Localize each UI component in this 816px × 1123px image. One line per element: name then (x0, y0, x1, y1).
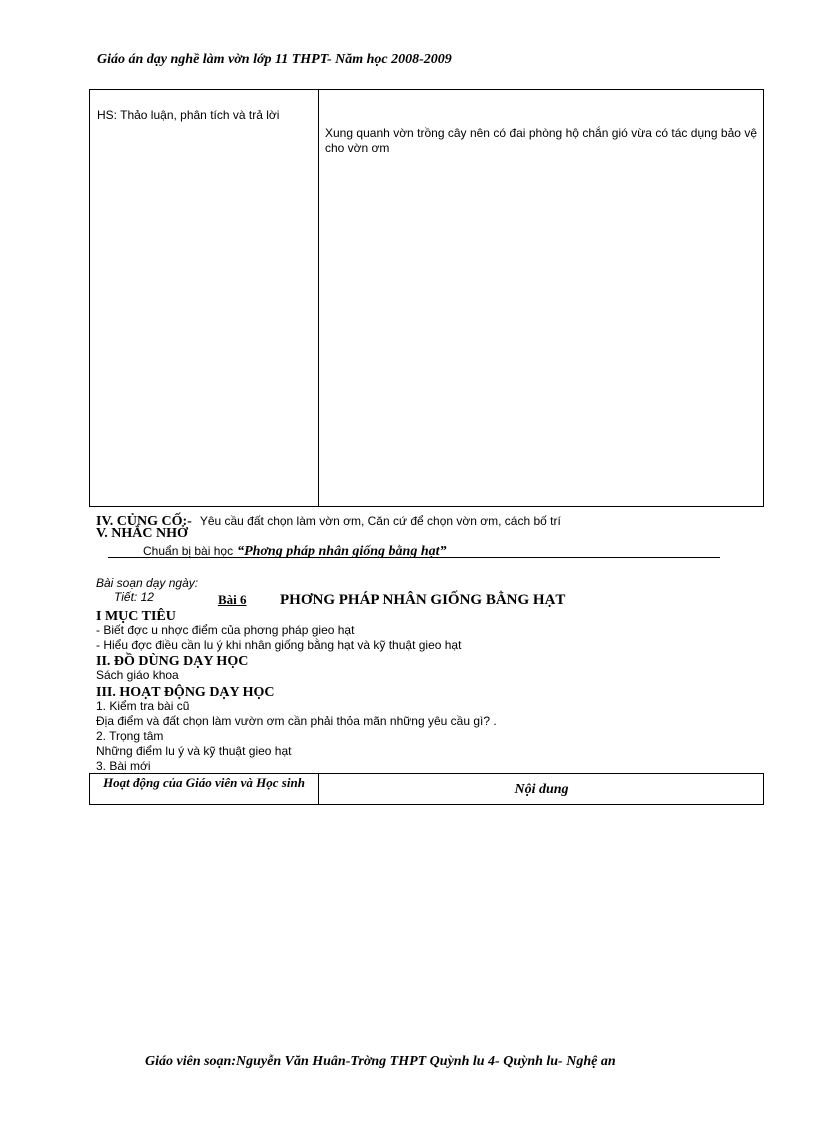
lesson-number: Bài 6 (218, 592, 247, 607)
content-cell: Xung quanh vờn trồng cây nên có đai phòng hộ chắn gió vừa có tác dụng bảo vệ cho vờn ơm (325, 126, 757, 155)
lesson-table-header (89, 773, 764, 805)
activity-item: Địa điểm và đất chọn làm vườn ơm cần phải thỏa mãn những yêu cầu gì? . (96, 714, 497, 728)
underline-rule (108, 557, 720, 558)
objective-item: - Hiểu đợc điều cần lu ý khi nhân giống bằng hạt và kỹ thuật gieo hạt (96, 638, 462, 652)
section-v-prefix: Chuẩn bị bài học (143, 544, 234, 558)
page-footer: Giáo viên soạn:Nguyễn Văn Huân-Trờng THPT Quỳnh lu 4- Quỳnh lu- Nghệ an (145, 1054, 616, 1069)
column-header-activities: Hoạt động của Giáo viên và Học sinh (103, 775, 305, 790)
objectives-heading: I MỤC TIÊU (96, 609, 176, 624)
lesson-period: Tiết: 12 (114, 590, 154, 604)
column-header-content: Nội dung (514, 782, 569, 797)
activity-table (89, 89, 764, 507)
activity-item: 1. Kiểm tra bài cũ (96, 699, 190, 713)
page-header: Giáo án dạy nghề làm vờn lớp 11 THPT- Năm học 2008-2009 (97, 52, 452, 67)
materials-text: Sách giáo khoa (96, 668, 179, 682)
section-v-heading: V. NHẮC NHỞ (96, 526, 188, 541)
activity-item: Những điểm lu ý và kỹ thuật gieo hạt (96, 744, 292, 758)
section-iv-heading: IV. CỦNG CỐ:- (96, 514, 192, 529)
column-divider (318, 90, 319, 506)
activities-heading: III. HOẠT ĐỘNG DẠY HỌC (96, 685, 275, 700)
activity-item: 3. Bài mới (96, 759, 151, 773)
materials-heading: II. ĐỒ DÙNG DẠY HỌC (96, 654, 249, 669)
section-iv-text: Yêu cầu đất chọn làm vờn ơm, Căn cứ để chọn vờn ơm, cách bố trí (199, 514, 561, 528)
lesson-title: PHƠNG PHÁP NHÂN GIỐNG BẰNG HẠT (280, 592, 566, 608)
lesson-date-label: Bài soạn dạy ngày: (96, 576, 199, 590)
activity-item: 2. Trọng tâm (96, 729, 164, 743)
objective-item: - Biết đợc u nhợc điểm của phơng pháp gieo hạt (96, 623, 355, 637)
teacher-student-cell: HS: Thảo luận, phân tích và trả lời (97, 108, 280, 122)
section-v-title: “Phơng pháp nhân giống bằng hạt” (237, 544, 447, 559)
